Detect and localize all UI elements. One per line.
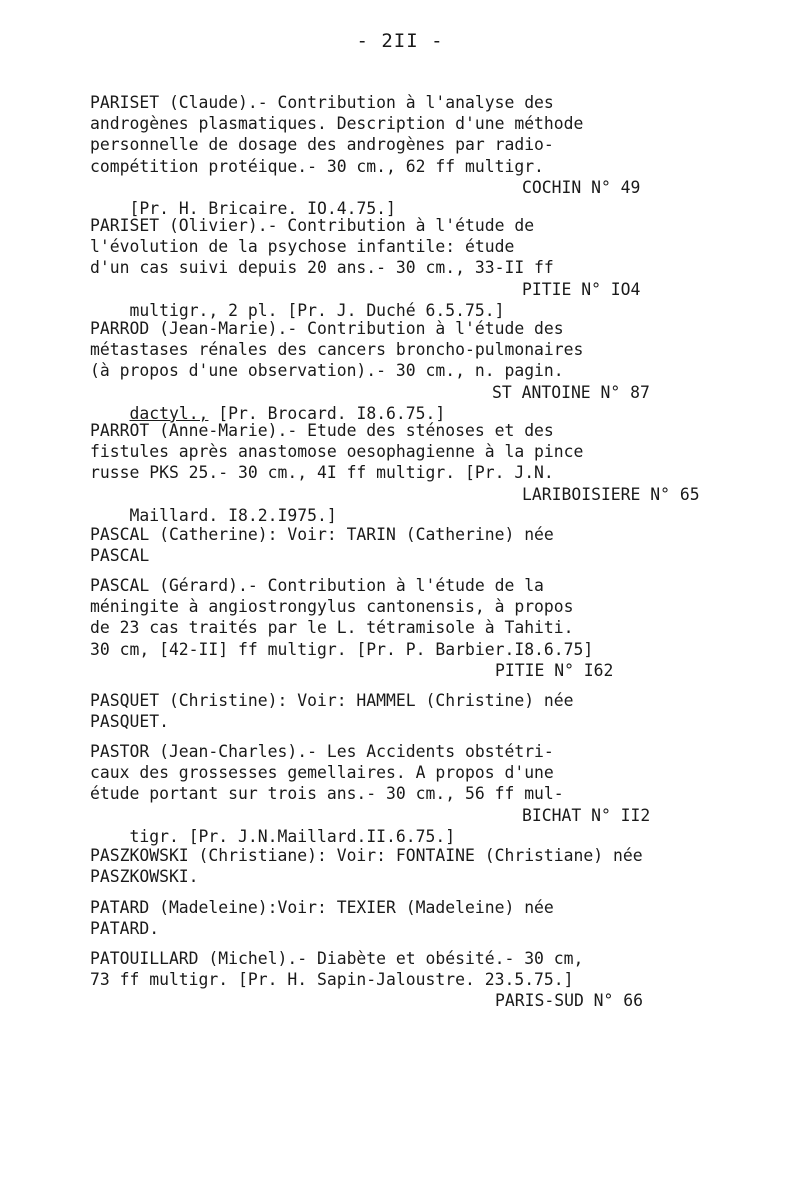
- entry-line: d'un cas suivi depuis 20 ans.- 30 cm., 33-II ff: [90, 258, 554, 278]
- entry-line: PARISET (Olivier).- Contribution à l'étude de: [90, 216, 535, 235]
- bibliography-entry: [90, 897, 730, 939]
- bibliography-entry: [90, 845, 730, 887]
- bibliography-entry: [90, 690, 730, 732]
- entry-location: PITIE N° I62: [495, 660, 614, 680]
- entry-line: russe PKS 25.- 30 cm., 4I ff multigr. [Pr. J.N.: [90, 463, 554, 483]
- entry-line: PATOUILLARD (Michel).- Diabète et obésité.- 30 cm,: [90, 949, 584, 968]
- entry-location: BICHAT N° II2: [522, 805, 651, 825]
- entry-line: PASCAL (Gérard).- Contribution à l'étude de la: [90, 576, 544, 595]
- entry-line: PATARD.: [90, 919, 160, 939]
- entry-line: PASQUET (Christine): Voir: HAMMEL (Christine) née: [90, 691, 574, 710]
- entry-line: [Pr. H. Bricaire. IO.4.75.]: [129, 198, 396, 218]
- bibliography-entry: [90, 741, 730, 846]
- entry-location: ST ANTOINE N° 87: [492, 382, 650, 402]
- entry-line: multigr., 2 pl. [Pr. J. Duché 6.5.75.]: [129, 300, 505, 320]
- entry-line: PASQUET.: [90, 712, 169, 732]
- page-number: - 2II -: [356, 30, 444, 52]
- entry-line: PASTOR (Jean-Charles).- Les Accidents obstétri-: [90, 742, 554, 761]
- entry-line: androgènes plasmatiques. Description d'une méthode: [90, 114, 584, 134]
- entry-line: 30 cm, [42-II] ff multigr. [Pr. P. Barbier.I8.6.75]: [90, 639, 594, 659]
- entry-line: étude portant sur trois ans.- 30 cm., 56 ff mul-: [90, 784, 564, 804]
- entry-line: PASZKOWSKI.: [90, 867, 199, 887]
- entry-line: PASCAL: [90, 546, 150, 566]
- bibliography-entry: [90, 318, 730, 423]
- entry-line: tigr. [Pr. J.N.Maillard.II.6.75.]: [129, 826, 456, 846]
- entry-location: COCHIN N° 49: [522, 177, 641, 197]
- entry-line: dactyl., [Pr. Brocard. I8.6.75.]: [129, 403, 446, 423]
- entry-line: de 23 cas traités par le L. tétramisole à Tahiti.: [90, 618, 574, 638]
- bibliography-entry: [90, 575, 730, 681]
- bibliography-entry: [90, 215, 730, 320]
- entry-line: méningite à angiostrongylus cantonensis, à propos: [90, 597, 574, 617]
- entry-line: métastases rénales des cancers broncho-pulmonaires: [90, 340, 584, 360]
- entry-line: PARISET (Claude).- Contribution à l'analyse des: [90, 93, 554, 112]
- entry-line: PASCAL (Catherine): Voir: TARIN (Catherine) née: [90, 525, 554, 544]
- entry-line: PARROT (Anne-Marie).- Etude des sténoses et des: [90, 421, 554, 440]
- entry-location: LARIBOISIERE N° 65: [522, 484, 700, 504]
- bibliography-entry: [90, 92, 730, 218]
- entry-line: Maillard. I8.2.I975.]: [129, 505, 337, 525]
- entry-line: PATARD (Madeleine):Voir: TEXIER (Madeleine) née: [90, 898, 554, 917]
- bibliography-entry: [90, 948, 730, 1012]
- bibliography-entry: [90, 420, 730, 525]
- entry-location: PITIE N° IO4: [522, 279, 641, 299]
- entry-line: fistules après anastomose oesophagienne à la pince: [90, 442, 584, 462]
- entry-line: l'évolution de la psychose infantile: étude: [90, 237, 515, 257]
- entry-line: compétition protéique.- 30 cm., 62 ff multigr.: [90, 156, 544, 176]
- entry-line: personnelle de dosage des androgènes par radio-: [90, 135, 554, 155]
- entry-line: caux des grossesses gemellaires. A propos d'une: [90, 763, 554, 783]
- entry-line: 73 ff multigr. [Pr. H. Sapin-Jaloustre. 23.5.75.]: [90, 970, 574, 990]
- entry-location: PARIS-SUD N° 66: [495, 991, 644, 1011]
- entry-line: (à propos d'une observation).- 30 cm., n. pagin.: [90, 361, 564, 381]
- bibliography-entry: [90, 524, 730, 566]
- underlined-text: dactyl.,: [129, 403, 209, 423]
- entry-line: PARROD (Jean-Marie).- Contribution à l'étude des: [90, 319, 564, 338]
- entry-line: PASZKOWSKI (Christiane): Voir: FONTAINE (Christiane) née: [90, 846, 643, 865]
